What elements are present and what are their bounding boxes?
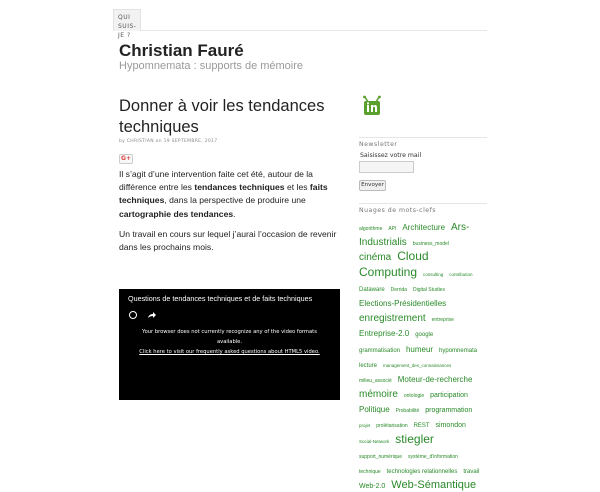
post-paragraph-2: Un travail en cours sur lequel j’aurai l’occasion de revenir dans les prochains mois. bbox=[119, 229, 337, 253]
tag-link[interactable]: Ars-Industrialis bbox=[359, 222, 470, 249]
newsletter-heading: Newsletter bbox=[359, 141, 398, 148]
tag-link[interactable]: milieu_associé bbox=[359, 377, 392, 384]
tag-link[interactable]: Elections-Présidentielles bbox=[359, 298, 447, 308]
tag-link[interactable]: google bbox=[415, 332, 434, 339]
p1-bold-3: cartographie des tendances bbox=[119, 208, 234, 219]
tag-link[interactable]: cinéma bbox=[359, 252, 392, 264]
tag-link[interactable]: travail bbox=[463, 469, 480, 475]
tag-link[interactable]: programmation bbox=[425, 407, 473, 415]
tag-link[interactable]: Web-2.0 bbox=[359, 483, 386, 491]
p1-text-3: , dans la perspective de produire une bbox=[164, 195, 306, 206]
post-paragraph-1 bbox=[119, 168, 347, 221]
sidebar-divider bbox=[359, 203, 487, 204]
tag-link[interactable]: technique bbox=[359, 469, 381, 475]
tag-link[interactable]: grammatisation bbox=[359, 347, 401, 354]
tag-link[interactable]: consulting bbox=[422, 271, 444, 277]
google-plus-share-button[interactable]: G+ bbox=[119, 154, 133, 164]
sidebar-divider bbox=[359, 137, 487, 138]
tag-link[interactable]: entreprise bbox=[431, 317, 454, 324]
menu-item-about[interactable] bbox=[113, 9, 141, 39]
p1-text-1: Il s’agit d’une intervention faite cet été, autour de la différence entre les bbox=[119, 169, 313, 193]
video-faq-link[interactable]: Click here to visit our frequently asked questions about HTML5 video. bbox=[139, 349, 320, 355]
p1-text-2: et les bbox=[284, 182, 310, 193]
tag-link[interactable]: contribution bbox=[449, 271, 473, 277]
tag-link[interactable]: business_model bbox=[412, 241, 449, 248]
tag-link[interactable]: prolétarisation bbox=[376, 423, 408, 430]
tag-link[interactable]: Cloud Computing bbox=[359, 249, 429, 279]
tag-link[interactable]: Social-Network bbox=[359, 438, 390, 444]
tag-link[interactable]: système_d'information bbox=[408, 453, 458, 460]
tag-link[interactable]: simondon bbox=[435, 422, 466, 430]
tag-link[interactable]: Architecture bbox=[402, 223, 446, 232]
tag-link[interactable]: algorithme bbox=[359, 226, 383, 232]
tag-link[interactable]: lecture bbox=[359, 362, 378, 369]
tag-link[interactable]: REST bbox=[413, 423, 430, 430]
tag-link[interactable]: support_numérique bbox=[359, 453, 403, 460]
p1-bold-1: tendances techniques bbox=[194, 182, 285, 193]
tag-link[interactable]: Moteur-de-recherche bbox=[397, 374, 473, 384]
tag-link[interactable]: Digital Studies bbox=[413, 286, 445, 293]
tag-link[interactable]: Dataware bbox=[359, 286, 385, 293]
linkedin-icon[interactable] bbox=[361, 95, 383, 117]
p1-text-4: . bbox=[233, 208, 236, 219]
site-title[interactable]: Christian Fauré bbox=[119, 41, 244, 60]
tag-link[interactable]: API bbox=[388, 226, 397, 232]
newsletter-label: Saisissez votre mail bbox=[360, 152, 422, 159]
tag-link[interactable]: ontologie bbox=[403, 393, 425, 400]
post-meta: by CHRISTIAN on 19 SEPTEMBRE, 2017 bbox=[119, 139, 218, 144]
top-navigation bbox=[113, 9, 487, 39]
tag-cloud bbox=[359, 218, 481, 491]
p1-bold-2: faits techniques bbox=[119, 182, 328, 206]
tag-cloud-heading: Nuages de mots-clefs bbox=[359, 207, 436, 214]
site-description: Hypomnemata : supports de mémoire bbox=[119, 60, 304, 72]
tag-link[interactable]: management_des_connaissances bbox=[382, 362, 452, 368]
post-title[interactable]: Donner à voir les tendances techniques bbox=[119, 97, 325, 136]
video-player[interactable] bbox=[119, 289, 340, 400]
tag-link[interactable]: hypomnemata bbox=[439, 347, 478, 354]
tag-link[interactable]: Derrida bbox=[390, 286, 408, 293]
tag-link[interactable]: Politique bbox=[359, 405, 390, 415]
menu-item-about-label: QUI SUIS-JE ? bbox=[118, 14, 137, 39]
tag-link[interactable]: humeur bbox=[405, 344, 434, 354]
newsletter-email-input[interactable] bbox=[359, 161, 414, 173]
tag-link[interactable]: Probabilité bbox=[395, 408, 420, 415]
tag-link[interactable]: participation bbox=[430, 392, 468, 400]
tag-link[interactable]: Web-Sémantique bbox=[391, 479, 477, 492]
tag-link[interactable]: projet bbox=[359, 423, 371, 429]
tag-link[interactable]: technologies relationnelles bbox=[386, 469, 458, 475]
tag-link[interactable]: stiegler bbox=[395, 431, 434, 446]
tag-link[interactable]: Entreprise-2.0 bbox=[359, 329, 410, 339]
video-title[interactable]: Questions de tendances techniques et de faits techniques bbox=[128, 294, 313, 303]
tag-link[interactable]: mémoire bbox=[359, 389, 398, 401]
share-icon[interactable] bbox=[147, 310, 157, 320]
tag-link[interactable]: enregistrement bbox=[359, 313, 426, 325]
newsletter-submit-button[interactable]: Envoyer bbox=[359, 180, 386, 191]
video-unsupported-message: Your browser does not currently recognize any of the video formats available. bbox=[142, 329, 317, 345]
watch-later-icon[interactable] bbox=[129, 311, 137, 319]
